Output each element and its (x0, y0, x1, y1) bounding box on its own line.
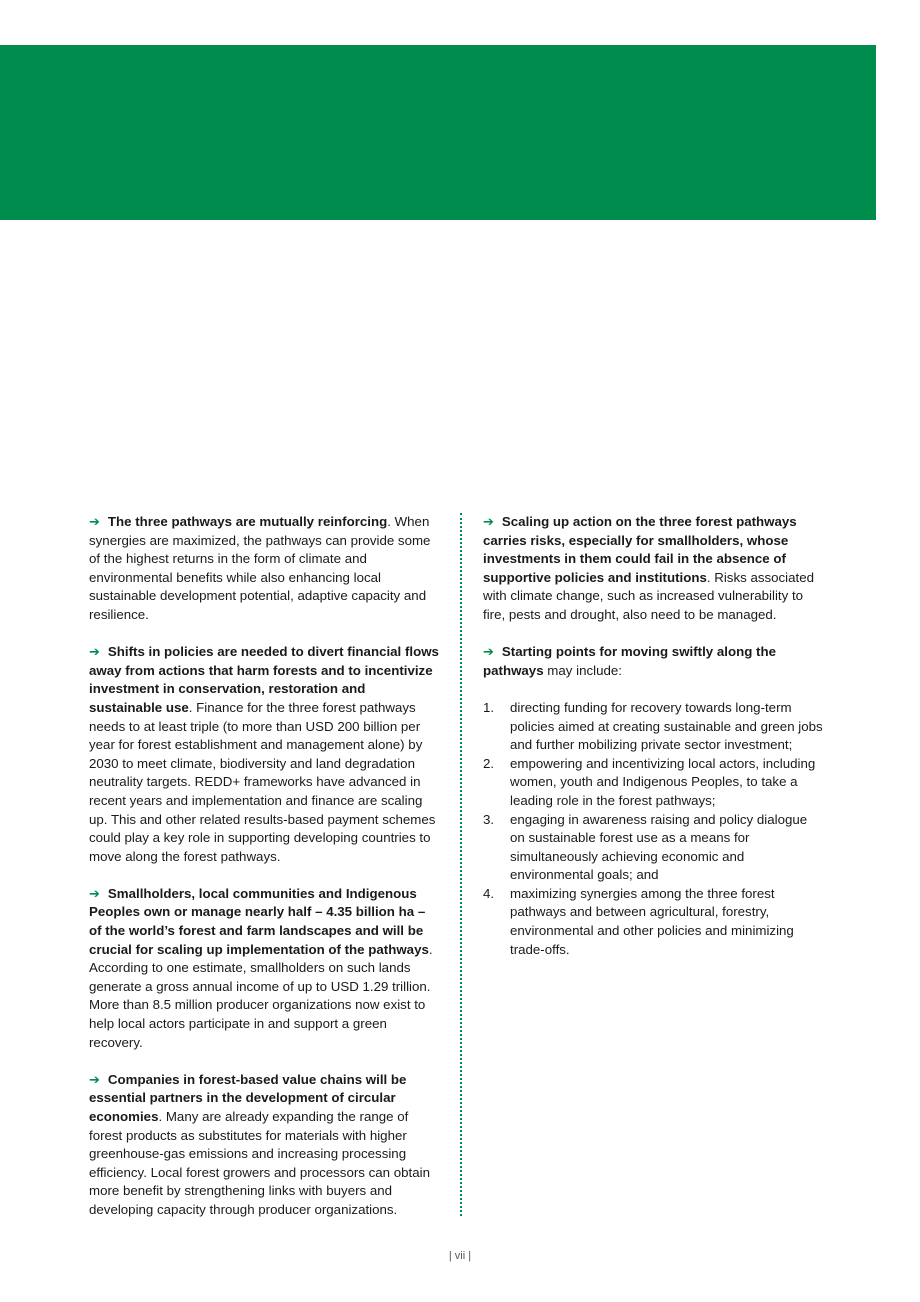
right-column (483, 513, 823, 959)
key-message-body: . According to one estimate, smallholders on such lands generate a gross annual income of up to USD 1.29 trillion. More than 8.5 million producer organizations now exist to help local actors participate in and support a green recovery. (89, 941, 433, 1050)
list-item (483, 811, 823, 885)
page-number: | vii | (448, 1250, 472, 1262)
left-column (89, 513, 441, 1238)
key-message-lead: The three pathways are mutually reinforcing (107, 514, 388, 529)
key-message-body: may include: (543, 662, 622, 678)
arrow-right-icon: ➔ (89, 644, 100, 660)
list-item-number: 1. (483, 699, 495, 715)
key-message-6 (483, 643, 823, 680)
key-message-lead: Companies in forest-based value chains will be essential partners in the development of circular economies (89, 1071, 407, 1124)
arrow-right-icon: ➔ (89, 1071, 100, 1087)
key-message-body: . Many are already expanding the range of forest products as substitutes for materials with higher greenhouse-gas emissions and increasing processing efficiency. Local forest growers and processors can obtain more benefit by strengthening links with buyers and developing capacity through producer organizations. (89, 1109, 430, 1217)
key-message-body: . Finance for the three forest pathways needs to at least triple (to more than USD 200 billion per year for forest establishment and management alone) by 2030 to meet climate, biodiversity and land degradation neutrality targets. REDD+ frameworks have advanced in recent years and implementation and finance are scaling up. This and other related results-based payment schemes could play a key role in supporting developing countries to move along the forest pathways. (89, 699, 436, 864)
starting-points-list (483, 699, 823, 959)
list-item-text: directing funding for recovery towards long-term policies aimed at creating sustainable and green jobs and further mobilizing private sector investment; (510, 699, 823, 753)
key-message-lead: Shifts in policies are needed to divert financial flows away from actions that harm forests and to incentivize investment in conservation, restoration and sustainable use (89, 644, 439, 715)
list-item-text: engaging in awareness raising and policy dialogue on sustainable forest use as a means for simultaneously achieving economic and environmental goals; and (510, 811, 808, 883)
key-message-3 (89, 885, 441, 1052)
key-message-lead: Starting points for moving swiftly along the pathways (483, 644, 776, 678)
key-message-5 (483, 513, 823, 625)
key-message-1 (89, 513, 441, 625)
list-item-number: 2. (483, 755, 495, 771)
key-message-lead: Scaling up action on the three forest pathways carries risks, especially for smallholders, whose investments in them could fail in the absence of supportive policies and institutions (483, 514, 797, 585)
key-message-body: . When synergies are maximized, the pathways can provide some of the highest returns in the form of climate and environmental benefits while also enhancing local sustainable development potential, adaptive capacity and resilience. (89, 514, 431, 622)
list-item (483, 885, 823, 959)
list-item-number: 3. (483, 811, 495, 827)
list-item-text: empowering and incentivizing local actors, including women, youth and Indigenous Peoples, to take a leading role in the forest pathways; (510, 755, 816, 808)
column-divider (460, 513, 462, 1216)
key-message-2 (89, 643, 441, 866)
list-item-text: maximizing synergies among the three forest pathways and between agricultural, forestry, environmental and other policies and minimizing trade-offs. (510, 885, 794, 957)
list-item (483, 755, 823, 811)
key-message-lead: Smallholders, local communities and Indigenous Peoples own or manage nearly half – 4.35 billion ha – of the world’s forest and farm landscapes and will be crucial for scaling up implementation of the pathways (89, 885, 429, 957)
key-message-body: . Risks associated with climate change, such as increased vulnerability to fire, pests and drought, also need to be managed. (483, 569, 815, 622)
arrow-right-icon: ➔ (89, 514, 100, 529)
arrow-right-icon: ➔ (89, 885, 100, 901)
arrow-right-icon: ➔ (483, 514, 494, 529)
header-banner (0, 45, 876, 220)
arrow-right-icon: ➔ (483, 644, 494, 660)
key-message-4 (89, 1071, 441, 1220)
list-item-number: 4. (483, 885, 495, 901)
list-item (483, 699, 823, 755)
